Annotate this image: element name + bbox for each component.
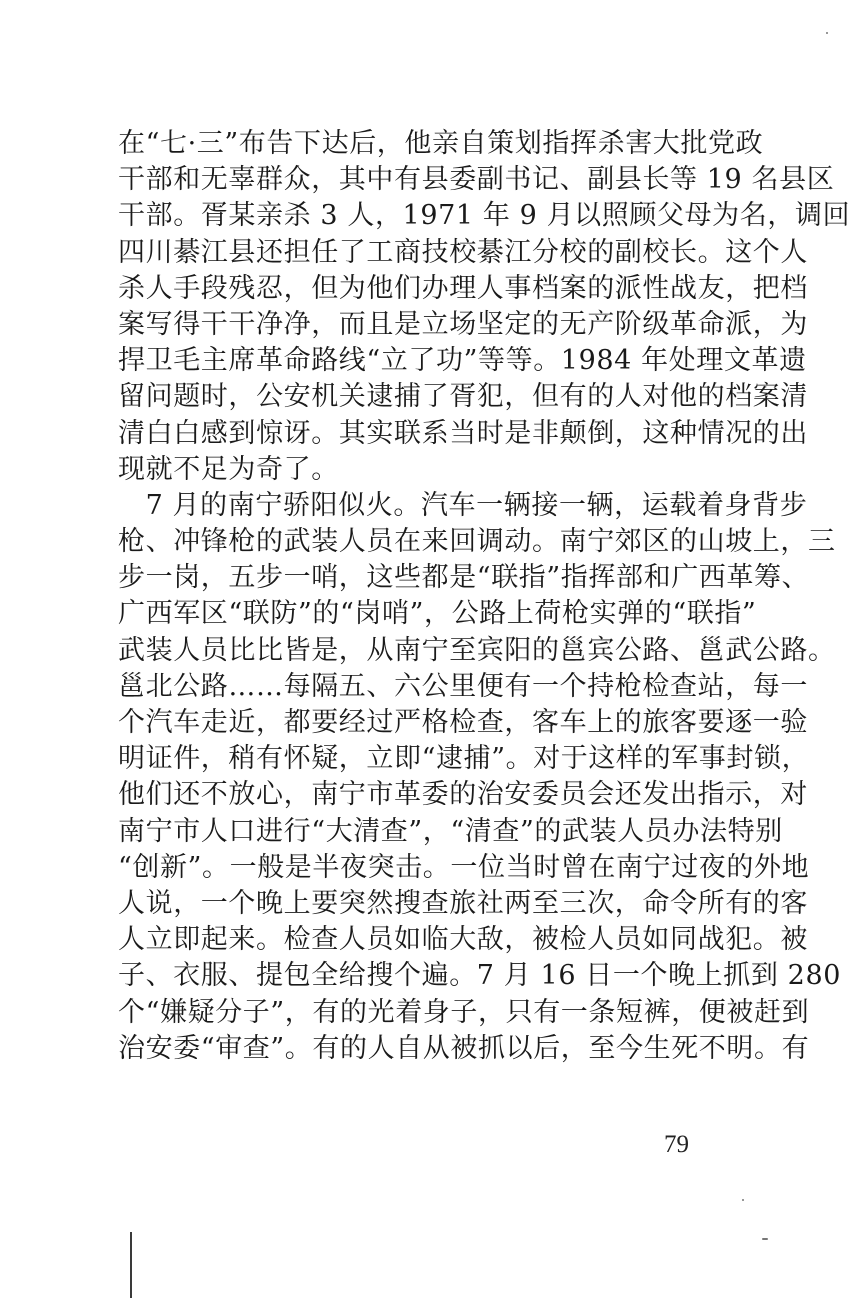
text-line: 留问题时，公安机关逮捕了胥犯，但有的人对他的档案清 [118, 381, 808, 413]
text-line: 干部。胥某亲杀 3 人，1971 年 9 月以照顾父母为名，调回 [118, 200, 851, 232]
binding-edge-rule [130, 1232, 132, 1298]
page-number: 79 [664, 1131, 689, 1158]
text-line: 四川綦江县还担任了工商技校綦江分校的副校长。这个人 [118, 236, 808, 268]
text-line: 治安委“审查”。有的人自从被抓以后，至今生死不明。有 [118, 1032, 810, 1064]
text-line: 捍卫毛主席革命路线“立了功”等等。1984 年处理文革遗 [118, 345, 807, 377]
text-line: 干部和无辜群众，其中有县委副书记、副县长等 19 名县区 [118, 164, 835, 196]
text-line: 广西军区“联防”的“岗哨”，公路上荷枪实弹的“联指” [118, 598, 757, 630]
page-body [118, 126, 851, 1067]
text-line: 明证件，稍有怀疑，立即“逮捕”。对于这样的军事封锁， [118, 743, 810, 775]
text-line: 7 月的南宁骄阳似火。汽车一辆接一辆，运载着身背步 [118, 489, 808, 521]
text-line: 现就不足为奇了。 [118, 453, 339, 485]
text-line: 他们还不放心，南宁市革委的治安委员会还发出指示，对 [118, 779, 808, 811]
scan-speck [826, 32, 828, 34]
text-line: 个“嫌疑分子”，有的光着身子，只有一条短裤，便被赶到 [118, 996, 810, 1028]
text-line: 枪、冲锋枪的武装人员在来回调动。南宁郊区的山坡上，三 [118, 526, 836, 558]
scan-speck [742, 1199, 744, 1201]
text-line: 人立即起来。检查人员如临大敌，被检人员如同战犯。被 [118, 924, 808, 956]
scan-speck [762, 1238, 768, 1240]
paragraph-1 [118, 126, 851, 488]
paragraph-2 [118, 488, 841, 1067]
text-line: 个汽车走近，都要经过严格检查，客车上的旅客要逐一验 [118, 707, 808, 738]
text-line: 在“七·三”布告下达后，他亲自策划指挥杀害大批党政 [118, 128, 764, 159]
text-line: “创新”。一般是半夜突击。一位当时曾在南宁过夜的外地 [118, 851, 810, 883]
text-line: 杀人手段残忍，但为他们办理人事档案的派性战友，把档 [118, 272, 808, 304]
text-line: 人说，一个晚上要突然搜查旅社两至三次，命令所有的客 [118, 887, 808, 919]
text-line: 子、衣服、提包全给搜个遍。7 月 16 日一个晚上抓到 280 [118, 960, 841, 992]
text-line: 清白白感到惊讶。其实联系当时是非颠倒，这种情况的出 [118, 417, 808, 449]
text-line: 邕北公路……每隔五、六公里便有一个持枪检查站，每一 [118, 670, 808, 702]
text-line: 武装人员比比皆是，从南宁至宾阳的邕宾公路、邕武公路。 [118, 634, 836, 666]
text-line: 案写得干干净净，而且是立场坚定的无产阶级革命派，为 [118, 308, 808, 340]
text-line: 南宁市人口进行“大清查”，“清查”的武装人员办法特别 [118, 815, 783, 847]
text-line: 步一岗，五步一哨，这些都是“联指”指挥部和广西革筹、 [118, 562, 810, 594]
